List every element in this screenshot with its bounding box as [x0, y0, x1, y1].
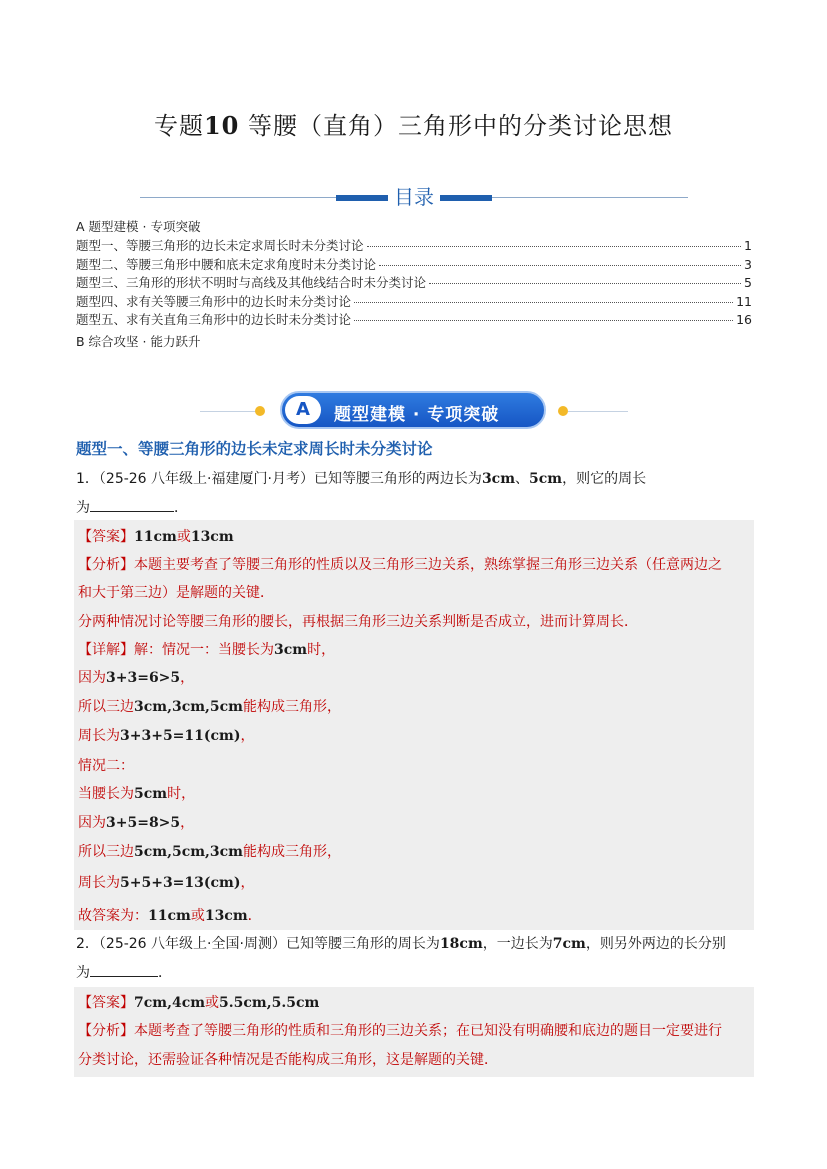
toc-banner: [140, 180, 688, 214]
question-2-line2: 为 ．: [76, 962, 756, 983]
toc-item[interactable]: 题型三、三角形的形状不明时与高线及其他线结合时未分类讨论 5: [76, 275, 752, 290]
section-letter: A: [285, 396, 321, 424]
detail-line: 【详解】解：情况一：当腰长为3cm时，: [78, 642, 336, 658]
banner-dot-left: [255, 406, 265, 416]
analysis-line: 分两种情况讨论等腰三角形的腰长，再根据三角形三边关系判断是否成立，进而计算周长．: [78, 614, 638, 630]
toc-bar-right: [440, 195, 492, 201]
section-heading: 题型一、等腰三角形的边长未定求周长时未分类讨论: [76, 440, 433, 458]
detail-line: 所以三边3cm,3cm,5cm能构成三角形，: [78, 699, 341, 715]
answer-line: 【答案】11cm或13cm: [78, 529, 234, 545]
answer-blank[interactable]: [90, 962, 158, 977]
detail-line: 周长为5+5+3=13(cm)，: [78, 875, 255, 891]
answer-line: 【答案】7cm,4cm或5.5cm,5.5cm: [78, 995, 320, 1011]
banner-dot-right: [558, 406, 568, 416]
answer-blank[interactable]: [90, 497, 174, 512]
toc-item[interactable]: 题型四、求有关等腰三角形中的边长时未分类讨论 11: [76, 293, 752, 309]
toc-section-b[interactable]: B 综合攻坚 · 能力跃升: [76, 333, 201, 349]
section-pill: [280, 391, 546, 429]
detail-line: 因为3+3=6>5，: [78, 670, 195, 686]
page-title: 专题10 等腰（直角）三角形中的分类讨论思想: [153, 111, 674, 140]
question-1-line2: 为 ．: [76, 497, 756, 518]
toc-section-a[interactable]: A 题型建模 · 专项突破: [76, 219, 201, 234]
answer-box-1: [74, 520, 754, 930]
analysis-line: 和大于第三边）是解题的关键．: [78, 585, 274, 601]
detail-line: 因为3+5=8>5，: [78, 815, 195, 831]
detail-line: 所以三边5cm,5cm,3cm能构成三角形，: [78, 844, 341, 860]
detail-line: 故答案为：11cm或13cm．: [78, 908, 262, 924]
question-1: 1．（25-26 八年级上·福建厦门·月考）已知等腰三角形的两边长为3cm、5cm，则它的周长: [76, 471, 647, 487]
analysis-line: 分类讨论，还需验证各种情况是否能构成三角形，这是解题的关键．: [78, 1052, 498, 1068]
section-label: 题型建模 · 专项突破: [334, 405, 500, 425]
analysis-line: 【分析】本题考查了等腰三角形的性质和三角形的三边关系；在已知没有明确腰和底边的题目一定要进行: [78, 1023, 722, 1039]
toc-bar-left: [336, 195, 388, 201]
analysis-line: 【分析】本题主要考查了等腰三角形的性质以及三角形三边关系，熟练掌握三角形三边关系（任意两边之: [78, 557, 722, 573]
table-of-contents: [76, 217, 752, 351]
toc-label: 目录: [388, 181, 440, 210]
question-2: 2．（25-26 八年级上·全国·周测）已知等腰三角形的周长为18cm，一边长为7cm，则另外两边的长分别: [76, 936, 726, 952]
toc-item[interactable]: 题型二、等腰三角形中腰和底未定求角度时未分类讨论 3: [76, 256, 752, 272]
toc-item[interactable]: 题型五、求有关直角三角形中的边长时未分类讨论 16: [76, 312, 752, 327]
detail-line: 周长为3+3+5=11(cm)，: [78, 728, 255, 744]
toc-item[interactable]: 题型一、等腰三角形的边长未定求周长时未分类讨论 1: [76, 238, 752, 253]
section-banner: [190, 390, 640, 432]
detail-line: 情况二：: [78, 758, 134, 774]
detail-line: 当腰长为5cm时，: [78, 786, 196, 802]
answer-box-2: [74, 987, 754, 1077]
